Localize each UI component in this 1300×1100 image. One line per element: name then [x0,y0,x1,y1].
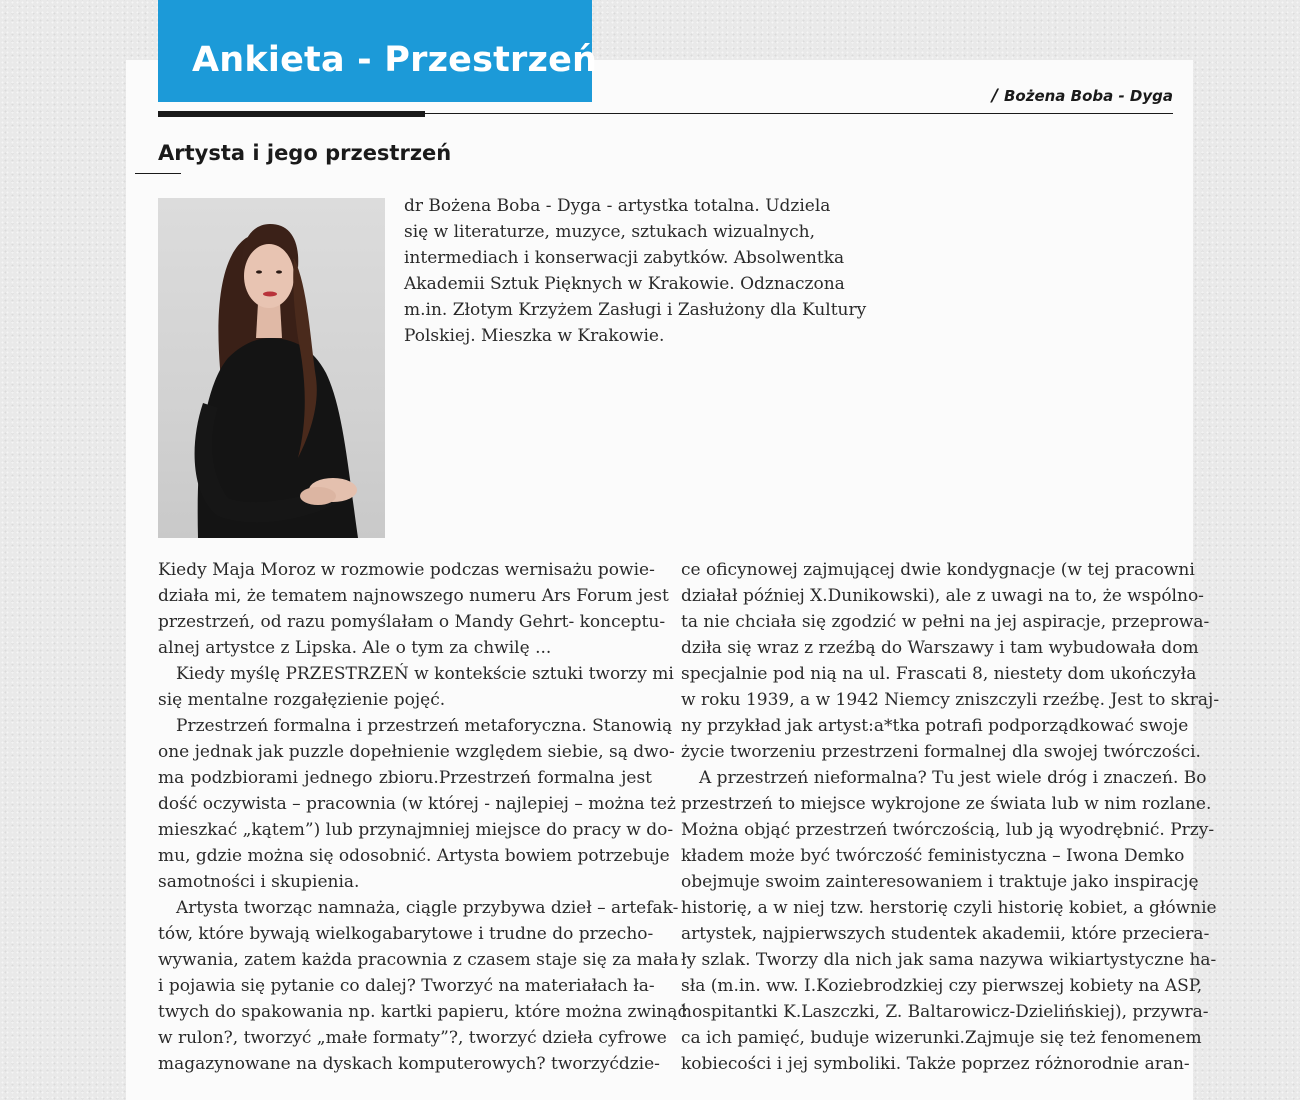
text-line: ma podzbiorami jednego zbioru.Przestrzeń formalna jest [158,768,652,788]
text-line: specjalnie pod nią na ul. Frascati 8, niestety dom ukończyła [681,664,1197,684]
text-line: artystek, najpierwszych studentek akademii, które przeciera- [681,924,1210,944]
text-line: Przestrzeń formalna i przestrzeń metaforyczna. Stanowią [176,716,673,736]
text-line: alnej artystce z Lipska. Ale o tym za chwilę ... [158,638,552,658]
article-column-1 [158,557,688,1077]
bio-line: intermediach i konserwacji zabytków. Absolwentka [404,248,845,268]
text-line: A przestrzeń nieformalna? Tu jest wiele dróg i znaczeń. Bo [699,768,1207,788]
text-line: ce oficynowej zajmującej dwie kondygnacje (w tej pracowni [681,560,1195,580]
text-line: i pojawia się pytanie co dalej? Tworzyć na materiałach ła- [158,976,655,996]
author-name: Bożena Boba - Dyga [1003,87,1173,105]
text-line: obejmuje swoim zainteresowaniem i traktuje jako inspirację [681,872,1199,892]
article-title: Artysta i jego przestrzeń [158,141,452,165]
portrait-illustration [158,198,385,538]
text-line: wywania, zatem każda pracownia z czasem staje się za mała [158,950,679,970]
slash-divider: / [991,86,998,106]
bio-line: Akademii Sztuk Pięknych w Krakowie. Odznaczona [404,274,845,294]
text-line: Kiedy Maja Moroz w rozmowie podczas wernisażu powie- [158,560,655,580]
text-line: ta nie chciała się zgodzić w pełni na jej aspiracje, przeprowa- [681,612,1210,632]
text-line: przestrzeń, od razu pomyślałam o Mandy Gehrt- konceptu- [158,612,666,632]
text-line: hospitantki K.Laszczki, Z. Baltarowicz-Dzielińskiej), przywra- [681,1002,1209,1022]
text-line: mieszkać „kątem”) lub przynajmniej miejsce do pracy w do- [158,820,674,840]
text-line: ny przykład jak artyst:a*tka potrafi podporządkować swoje [681,716,1189,736]
text-line: Kiedy myślę PRZESTRZEŃ w kontekście sztuki tworzy mi [176,664,674,684]
header-rule-accent [158,111,425,117]
author-tag [992,86,1173,106]
bio-line: m.in. Złotym Krzyżem Zasługi i Zasłużony dla Kultury [404,300,867,320]
article-column-2 [681,557,1220,1077]
text-line: mu, gdzie można się odosobnić. Artysta bowiem potrzebuje [158,846,670,866]
text-line: sła (m.in. ww. I.Koziebrodzkiej czy pierwszej kobiety na ASP, [681,976,1203,996]
text-line: dziła się wraz z rzeźbą do Warszawy i tam wybudowała dom [681,638,1199,658]
text-line: dość oczywista – pracownia (w której - najlepiej – można też [158,794,676,814]
text-line: twych do spakowania np. kartki papieru, które można zwinąć [158,1002,688,1022]
text-line: przestrzeń to miejsce wykrojone ze świata lub w nim rozlane. [681,794,1212,814]
text-line: Można objąć przestrzeń twórczością, lub ją wyodrębnić. Przy- [681,820,1215,840]
text-line: życie tworzeniu przestrzeni formalnej dla swojej twórczości. [681,742,1201,762]
text-line: magazynowane na dyskach komputerowych? tworzyćdzie- [158,1054,660,1074]
text-line: Artysta tworząc namnaża, ciągle przybywa dzieł – artefak- [176,898,679,918]
text-line: samotności i skupienia. [158,872,360,892]
text-line: ły szlak. Tworzy dla nich jak sama nazywa wikiartystyczne ha- [681,950,1217,970]
text-line: działał później X.Dunikowski), ale z uwagi na to, że wspólno- [681,586,1204,606]
bio-line: się w literaturze, muzyce, sztukach wizualnych, [404,222,816,242]
author-photo [158,198,385,538]
text-line: one jednak jak puzzle dopełnienie względem siebie, są dwo- [158,742,675,762]
section-label: Ankieta - Przestrzeń [192,40,598,80]
text-line: w rulon?, tworzyć „małe formaty”?, tworzyć dzieła cyfrowe [158,1028,667,1048]
text-line: w roku 1939, a w 1942 Niemcy zniszczyli rzeźbę. Jest to skraj- [681,690,1220,710]
text-line: historię, a w niej tzw. herstorię czyli historię kobiet, a głównie [681,898,1217,918]
text-line: się mentalne rozgałęzienie pojęć. [158,690,446,710]
text-line: ca ich pamięć, buduje wizerunki.Zajmuje się też fenomenem [681,1028,1202,1048]
text-line: kładem może być twórczość feministyczna – Iwona Demko [681,846,1185,866]
bio-line: Polskiej. Mieszka w Krakowie. [404,326,665,346]
text-line: działa mi, że tematem najnowszego numeru Ars Forum jest [158,586,669,606]
text-line: tów, które bywają wielkogabarytowe i trudne do przecho- [158,924,654,944]
text-line: kobiecości i jej symboliki. Także poprzez różnorodnie aran- [681,1054,1190,1074]
author-bio [404,193,867,349]
bio-line: dr Bożena Boba - Dyga - artystka totalna. Udziela [404,196,831,216]
title-underline [135,173,181,174]
